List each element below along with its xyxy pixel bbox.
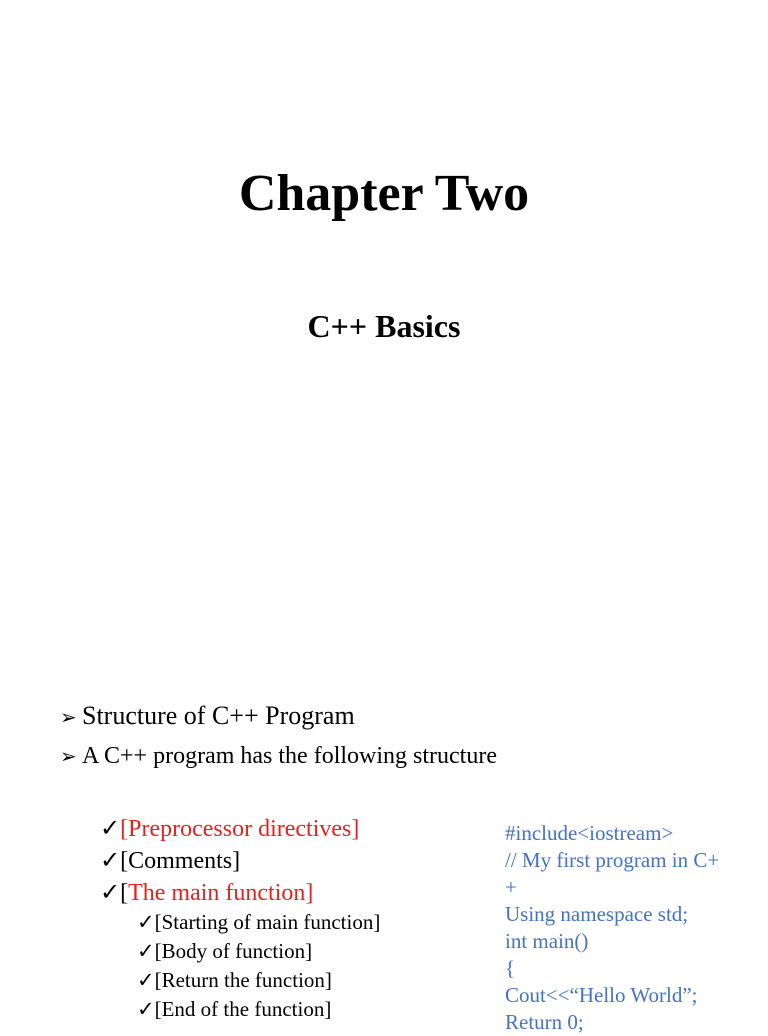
arrow-bullet-icon: ➢ — [60, 744, 77, 768]
list-item-label: Preprocessor directives — [128, 816, 352, 842]
bullet-program-structure — [60, 740, 497, 772]
bullet-text: A C++ program has the following structure — [82, 743, 497, 769]
checkmark-icon: ✓ — [137, 910, 155, 934]
list-item-label: End of the function — [161, 997, 325, 1021]
list-item: ✓[Body of function] — [137, 939, 313, 963]
list-item-main-function: ✓[The main function] — [100, 878, 314, 906]
list-item-label: Comments — [128, 848, 233, 874]
content-slide — [0, 650, 768, 1034]
code-line: int main() — [505, 929, 589, 953]
checkmark-icon: ✓ — [137, 939, 155, 963]
code-line: + — [505, 875, 517, 899]
checkmark-icon: ✓ — [100, 846, 121, 874]
structure-list — [100, 812, 380, 1024]
list-item-label: Body of function — [161, 939, 306, 963]
code-line: Cout<<“Hello World”; — [505, 983, 698, 1007]
list-item-preprocessor: ✓[Preprocessor directives] — [100, 814, 360, 842]
code-line: // My first program in C+ — [505, 848, 720, 872]
list-item-label: Return the function — [161, 968, 325, 992]
list-item: ✓[Starting of main function] — [137, 910, 381, 934]
bullet-text: Structure of C++ Program — [82, 701, 355, 730]
code-line: #include<iostream> — [505, 821, 674, 845]
code-line: { — [505, 956, 516, 980]
checkmark-icon: ✓ — [137, 968, 155, 992]
list-item: ✓[End of the function] — [137, 997, 332, 1021]
bullet-structure — [60, 700, 355, 733]
code-line: Return 0; — [505, 1010, 584, 1034]
list-item: ✓[Return the function] — [137, 968, 332, 992]
list-item-label: Starting of main function — [161, 910, 374, 934]
checkmark-icon: ✓ — [100, 814, 121, 842]
arrow-bullet-icon: ➢ — [60, 705, 77, 729]
slide-subtitle: C++ Basics — [307, 308, 461, 344]
code-sample — [505, 820, 745, 1036]
checkmark-icon: ✓ — [100, 878, 121, 906]
checkmark-icon: ✓ — [137, 997, 155, 1021]
code-line: Using namespace std; — [505, 902, 689, 926]
slide-title: Chapter Two — [238, 165, 530, 222]
main-function-list — [137, 908, 380, 1024]
list-item-label: The main function — [128, 880, 306, 906]
list-item-comments: ✓[Comments] — [100, 846, 241, 874]
